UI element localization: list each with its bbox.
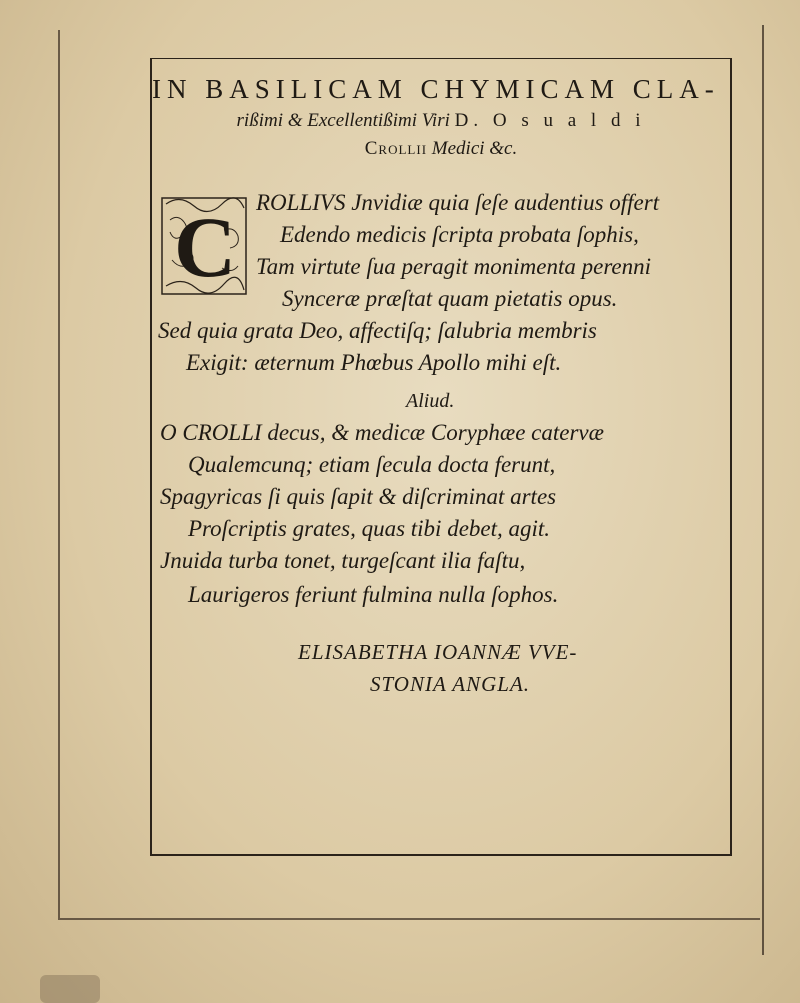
verse-line: Qualemcunq; etiam ſecula docta ferunt,	[188, 452, 556, 477]
outer-rule-left	[58, 30, 60, 920]
signature-line: STONIA ANGLA.	[370, 672, 531, 696]
verse-line: Edendo medicis ſcripta probata ſophis,	[280, 222, 639, 247]
verse-line: Synceræ præſtat quam pietatis opus.	[282, 286, 618, 311]
dedication-name: D. O s u a l d i	[454, 110, 646, 131]
section-heading-aliud: Aliud.	[406, 390, 455, 412]
signature-line: ELISABETHA IOANNÆ VVE-	[298, 640, 578, 664]
verse-line: Tam virtute ſua peragit monimenta perenni	[256, 254, 652, 279]
verse-line: Proſcriptis grates, quas tibi debet, agit.	[188, 516, 551, 541]
verse-line: Exigit: æternum Phœbus Apollo mihi eſt.	[186, 350, 562, 375]
initial-letter: C	[174, 199, 237, 295]
dedication-surname: Crollii	[364, 138, 428, 159]
verse-line: O CROLLI decus, & medicæ Coryphæe catervæ	[160, 420, 604, 445]
outer-rule-bottom	[60, 918, 760, 920]
verse-line: ROLLIVS Jnvidiæ quia ſeſe audentius offert	[256, 190, 660, 215]
dedication-line-1	[152, 110, 730, 132]
verse-line: Spagyricas ſi quis ſapit & diſcriminat artes	[160, 484, 557, 509]
dedication-italic: rißimi & Excellentißimi Viri	[236, 110, 450, 131]
dedication-line-2	[152, 138, 730, 160]
page-heading: IN BASILICAM CHYMICAM CLA-	[152, 74, 720, 104]
outer-rule-right	[762, 25, 764, 955]
verse-line: Sed quia grata Deo, affectiſq; ſalubria membris	[158, 318, 597, 343]
verse-line: Laurigeros feriunt fulmina nulla ſophos.	[188, 582, 559, 607]
verse-line: Jnuida turba tonet, turgeſcant ilia faſtu,	[160, 548, 526, 573]
paper-stain	[40, 975, 100, 1003]
decorated-initial	[160, 190, 250, 300]
dedication-title: Medici &c.	[431, 138, 518, 159]
